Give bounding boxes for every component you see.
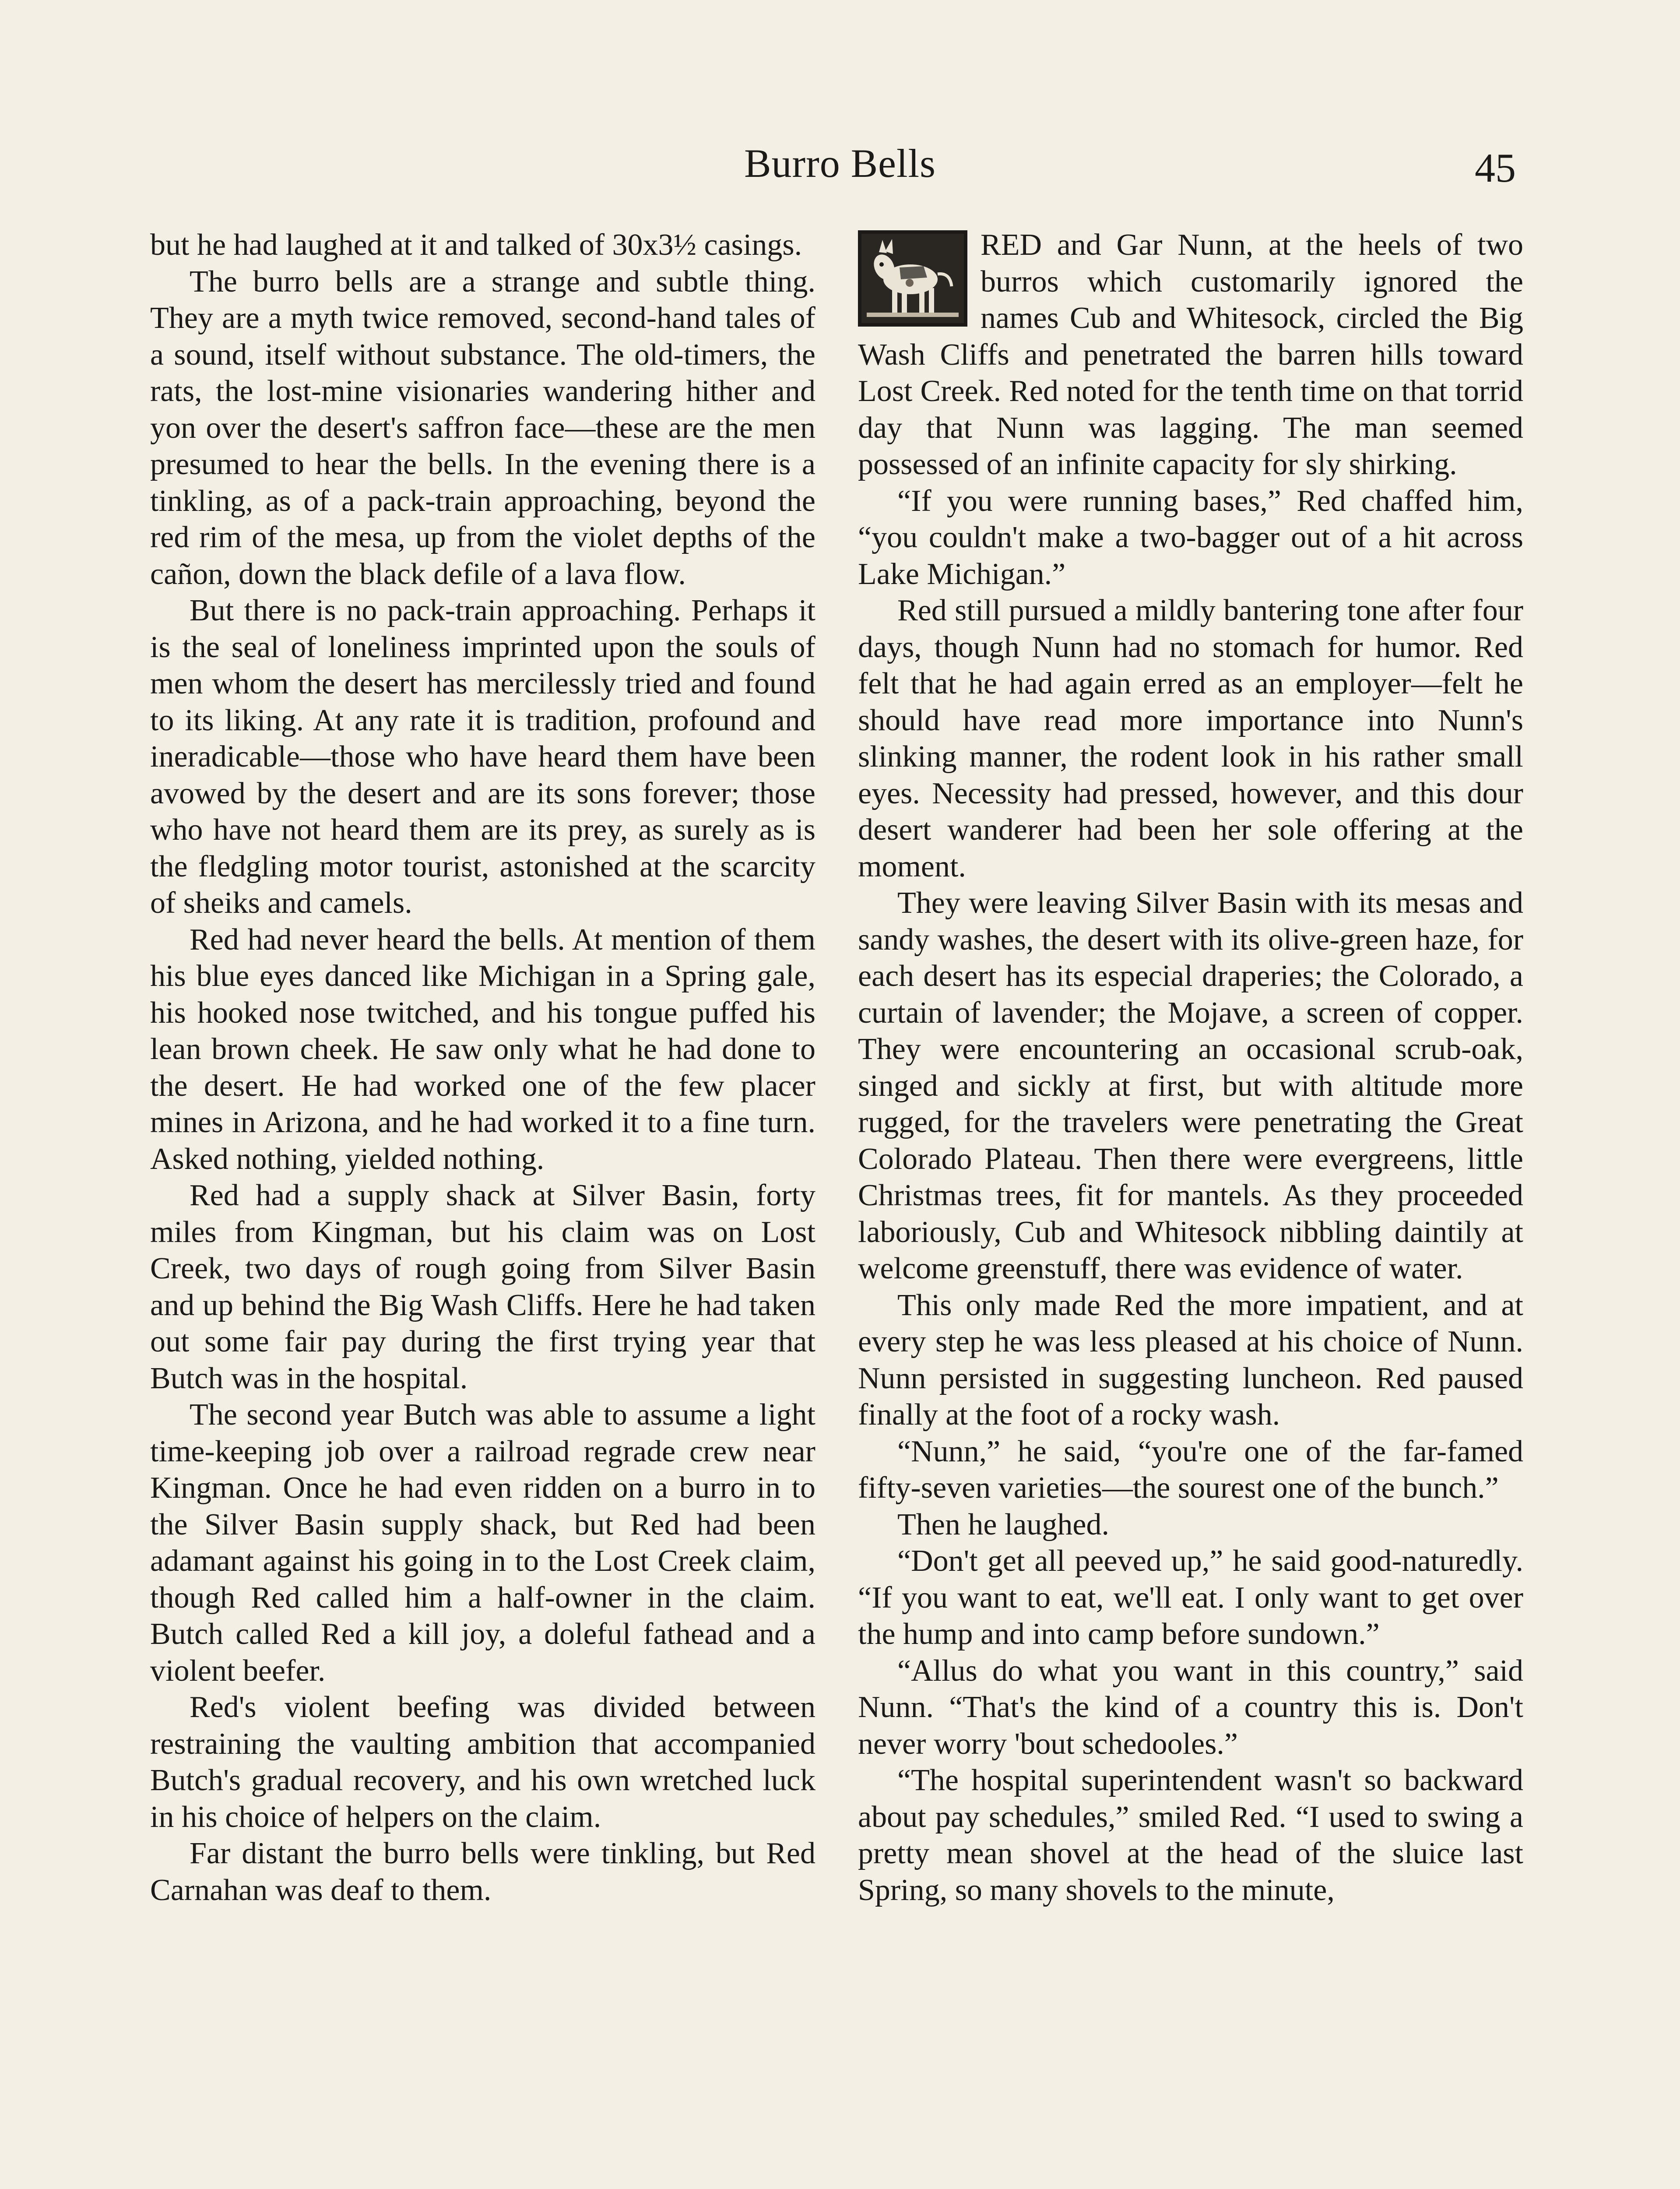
paragraph: but he had laughed at it and talked of 30x3½ casings. — [150, 228, 802, 262]
paragraph: They were leaving Silver Basin with its mesas and sandy washes, the desert with its olive-green haze, for each desert has its especial draperies; the Colorado, a curtain of lavender; the Mojave, a screen of copper. They were encountering an occasional scrub-oak, singed and sickly at first, but with altitude more rugged, for the travelers were penetrating the Great Colorado Plateau. Then there were evergreens, little Christmas trees, fit for mantels. As they proceeded laboriously, Cub and Whitesock nibbling daintily at welcome greenstuff, there was evidence of water. — [858, 886, 1523, 1285]
paragraph: “The hospital superintendent wasn't so backward about pay schedules,” smiled Red. “I used to swing a pretty mean shovel at the head of the sluice last Spring, so many shovels to the minute, — [858, 1763, 1523, 1907]
burro-illustration-icon — [858, 230, 967, 327]
running-title: Burro Bells — [744, 141, 936, 186]
paragraph: The second year Butch was able to assume a light time-keeping job over a railroad regrade crew near Kingman. Once he had even ridden on a burro in to the Silver Basin supply shack, but Red had been adamant against his going in to the Lost Creek claim, though Red called him a half-owner in the claim. Butch called Red a kill joy, a doleful fathead and a violent beefer. — [150, 1398, 815, 1688]
paragraph: Red had a supply shack at Silver Basin, forty miles from Kingman, but his claim was on Lost Creek, two days of rough going from Silver Basin and up behind the Big Wash Cliffs. Here he had taken out some fair pay during the first trying year that Butch was in the hospital. — [150, 1179, 815, 1395]
page-number: 45 — [1475, 145, 1516, 191]
paragraph: Red had never heard the bells. At mention of them his blue eyes danced like Michigan in a Spring gale, his hooked nose twitched, and his tongue puffed his lean brown cheek. He saw only what he had done to the desert. He had worked one of the few placer mines in Arizona, and he had worked it to a fine turn. Asked nothing, yielded nothing. — [150, 922, 815, 1176]
paragraph: Red still pursued a mildly bantering tone after four days, though Nunn had no stomach for humor. Red felt that he had again erred as an employer—felt he should have read more importance into Nunn's slinking manner, the rodent look in his rather small eyes. Necessity had pressed, however, and this dour desert wanderer had been her sole offering at the moment. — [858, 594, 1523, 883]
paragraph: “Nunn,” he said, “you're one of the far-famed fifty-seven varieties—the sourest one of the bunch.” — [858, 1434, 1523, 1505]
paragraph: The burro bells are a strange and subtle thing. They are a myth twice removed, second-hand tales of a sound, itself without substance. The old-timers, the rats, the lost-mine visionaries wandering hither and yon over the desert's saffron face—these are the men presumed to hear the bells. In the evening there is a tinkling, as of a pack-train approaching, beyond the red rim of the mesa, up from the violet depths of the cañon, down the black defile of a lava flow. — [150, 264, 815, 591]
page-header — [0, 131, 1680, 201]
paragraph: “Don't get all peeved up,” he said good-naturedly. “If you want to eat, we'll eat. I only want to get over the hump and into camp before sundown.” — [858, 1544, 1523, 1651]
paragraph: Far distant the burro bells were tinkling, but Red Carnahan was deaf to them. — [150, 1837, 815, 1907]
paragraph: This only made Red the more impatient, and at every step he was less pleased at his choice of Nunn. Nunn persisted in suggesting luncheon. Red paused finally at the foot of a rocky wash. — [858, 1288, 1523, 1432]
paragraph: “If you were running bases,” Red chaffed him, “you couldn't make a two-bagger out of a hit across Lake Michigan.” — [858, 484, 1523, 591]
paragraph: RED and Gar Nunn, at the heels of two burros which customarily ignored the names Cub and Whitesock, circled the Big Wash Cliffs and penetrated the barren hills toward Lost Creek. Red noted for the tenth time on that torrid day that Nunn was lagging. The man seemed possessed of an infinite capacity for sly shirking. — [858, 228, 1523, 481]
right-column — [858, 227, 1523, 1908]
paragraph: Red's violent beefing was divided between restraining the vaulting ambition that accompanied Butch's gradual recovery, and his own wretched luck in his choice of helpers on the claim. — [150, 1690, 815, 1834]
paragraph: Then he laughed. — [897, 1507, 1109, 1541]
left-column — [150, 227, 815, 1908]
paragraph: “Allus do what you want in this country,” said Nunn. “That's the kind of a country this is. Don't never worry 'bout schedooles.” — [858, 1654, 1523, 1761]
paragraph: But there is no pack-train approaching. Perhaps it is the seal of loneliness imprinted upon the souls of men whom the desert has mercilessly tried and found to its liking. At any rate it is tradition, profound and ineradicable—those who have heard them have been avowed by the desert and are its sons forever; those who have not heard them are its prey, as surely as is the fledgling motor tourist, astonished at the scarcity of sheiks and camels. — [150, 594, 815, 920]
